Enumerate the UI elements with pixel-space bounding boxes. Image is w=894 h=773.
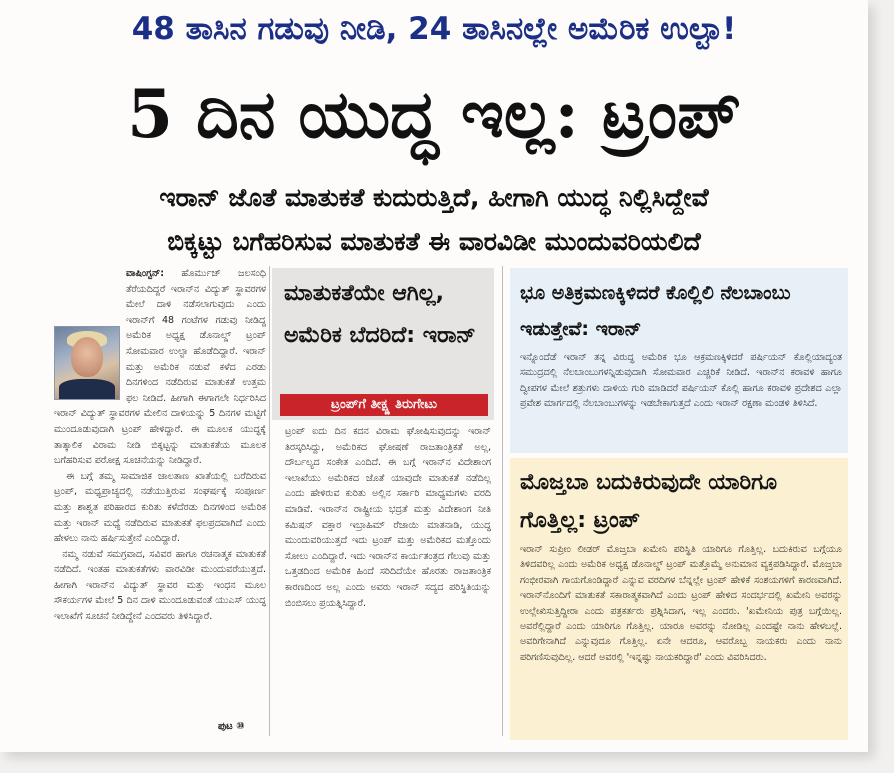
kicker-headline: 48 ತಾಸಿನ ಗಡುವು ನೀಡಿ, 24 ತಾಸಿನಲ್ಲೇ ಅಮೆರಿಕ ಉಲ್ಟಾ! [131, 11, 737, 47]
yellow-story-body: ಇರಾನ್ ಸುಪ್ರೀಂ ಲೀಡರ್ ಮೊಜ್ತಬಾ ಖಮೇನಿ ಪರಿಸ್ಥಿತಿ ಯಾರಿಗೂ ಗೊತ್ತಿಲ್ಲ. ಬದುಕಿರುವ ಬಗ್ಗೆಯೂ ತಿಳಿದವರಿಲ್ಲ ಎಂದು ಅಮೆರಿಕ ಅಧ್ಯಕ್ಷ ಡೊನಾಲ್ಡ್ ಟ್ರಂಪ್ ಮತ್ತೊಮ್ಮೆ ಅನುಮಾನ ವ್ಯಕ್ತಪಡಿಸಿದ್ದಾರೆ. ಮೊಜ್ತಬಾ ಗಂಭೀರವಾಗಿ ಗಾಯಗೊಂಡಿದ್ದಾರೆ ಎನ್ನುವ ವರದಿಗಳ ಬೆನ್ನಲ್ಲೇ ಟ್ರಂಪ್ ಹೇಳಿಕೆ ಸಂಶಯಗಳಿಗೆ ಕಾರಣವಾಗಿದೆ. ಇರಾನ್‌ನೊಂದಿಗೆ ಮಾತುಕತೆ ಸಕಾರಾತ್ಮಕವಾಗಿದೆ ಎಂದು ಟ್ರಂಪ್ ಹೇಳಿದ ಸಂದರ್ಭದಲ್ಲಿ ಖಮೇನಿ ಅವರನ್ನು ಉಲ್ಲೇಖಿಸುತ್ತಿದ್ದೀರಾ ಎಂದು ಪತ್ರಕರ್ತರು ಪ್ರಶ್ನಿಸಿದಾಗ, ಇಲ್ಲ ಎಂದರು. 'ಖಮೇನಿಯ ಪುತ್ರ ಬಗ್ಗೆಯಿಲ್ಲ. ಅವರೆಲ್ಲಿದ್ದಾರೆ ಎಂದು ಯಾರಿಗೂ ಗೊತ್ತಿಲ್ಲ. ಯಾರೂ ಅವರನ್ನು ನೋಡಿಲ್ಲ ಎಂದಷ್ಟೇ ನಾನು ಹೇಳಬಲ್ಲೆ. ಅವರಿಗೇನಾಗಿದೆ ಎನ್ನುವುದೂ ಗೊತ್ತಿಲ್ಲ. ಏನೇ ಆದರೂ, ಆವರೊಬ್ಬ ನಾಯಕರು ಎಂದು ನಾನು ಪರಿಗಣಿಸುವುದಿಲ್ಲ. ಆದರೆ ಅವರಲ್ಲಿ 'ಇನ್ನಷ್ಟು ನಾಯಕರಿದ್ದಾರೆ' ಎಂದು ವಿವರಿಸಿದರು. [520, 544, 842, 663]
column-divider-1 [269, 266, 270, 736]
center-story-tag: ಟ್ರಂಪ್‌ಗೆ ತೀಕ್ಷ್ಣ ತಿರುಗೇಟು [280, 394, 488, 416]
blue-story-body: ಇನ್ನೊಂದೆಡೆ ಇರಾನ್ ತನ್ನ ವಿರುದ್ಧ ಅಮೆರಿಕ ಭೂ ಆಕ್ರಮಣಕ್ಕಿಳಿದರೆ ಪರ್ಷಿಯನ್ ಕೊಲ್ಲಿಯಾದ್ಯಂತ ಸಮುದ್ರದಲ್ಲಿ ನೆಲಬಾಂಬುಗಳನ್ನಿಡುವುದಾಗಿ ಸೋಮವಾರ ಎಚ್ಚರಿಕೆ ನೀಡಿದೆ. ಇರಾನ್‌ನ ಕರಾವಳಿ ಹಾಗೂ ದ್ವೀಪಗಳ ಮೇಲೆ ಶತ್ರುಗಳು ದಾಳಿಯ ಗುರಿ ಮಾಡಿದರೆ ಪರ್ಷಿಯನ್ ಕೊಲ್ಲಿ ಹಾಗೂ ಕರಾವಳಿ ಪ್ರದೇಶದ ಎಲ್ಲಾ ಪ್ರವೇಶ ಮಾರ್ಗದಲ್ಲಿ ನೆಲಬಾಂಬುಗಳನ್ನು ಇಡಬೇಕಾಗುತ್ತದೆ ಎಂದು ಇರಾನ್ ರಕ್ಷಣಾ ಮಂಡಳಿ ತಿಳಿಸಿದೆ. [520, 352, 842, 410]
paragraph-1: ಹೊರ್ಮುಜ್ ಜಲಸಂಧಿ ತೆರೆಯದಿದ್ದರೆ ಇರಾನ್‌ನ ವಿದ್ಯುತ್ ಸ್ಥಾವರಗಳ ಮೇಲೆ ದಾಳಿ ನಡೆಸಲಾಗುವುದು ಎಂದು ಇರಾನ್‌ಗೆ 48 ಗಂಟೆಗಳ ಗಡುವು ನೀಡಿದ್ದ ಅಮೆರಿಕ ಅಧ್ಯಕ್ಷ ಡೊನಾಲ್ಡ್ ಟ್ರಂಪ್ ಸೋಮವಾರ ಉಲ್ಟಾ ಹೊಡೆದಿದ್ದಾರೆ. ಇರಾನ್ ಮತ್ತು ಅಮೆರಿಕ ನಡುವೆ ಕಳೆದ ಎರಡು ದಿನಗಳಿಂದ ನಡೆದಿರುವ ಮಾತುಕತೆ ಉತ್ತಮ ಫಲ ನೀಡಿದೆ. ಹೀಗಾಗಿ ಈಗಾಗಲೇ ನಿರ್ಧರಿಸಿದ ಇರಾನ್ ವಿದ್ಯುತ್ ಸ್ಥಾವರಗಳ ಮೇಲಿನ ದಾಳಿಯನ್ನು 5 ದಿನಗಳ ಮಟ್ಟಿಗೆ ಮುಂದೂಡುವುದಾಗಿ ಟ್ರಂಪ್ ಹೇಳಿದ್ದಾರೆ. ಈ ಮೂಲಕ ಯುದ್ಧಕ್ಕೆ ತಾತ್ಕಾಲಿಕ ವಿರಾಮ ನೀಡಿ ಬಿಕ್ಕಟ್ಟನ್ನು ಮಾತುಕತೆಯ ಮೂಲಕ ಬಗೆಹರಿಸುವ ಪರೋಕ್ಷ ಸೂಚನೆಯನ್ನು ನೀಡಿದ್ದಾರೆ. [54, 268, 266, 467]
dateline: ವಾಷಿಂಗ್ಟನ್: [126, 268, 165, 279]
left-column-story [54, 266, 266, 736]
subheadline-2: ಬಿಕ್ಕಟ್ಟು ಬಗೆಹರಿಸುವ ಮಾತುಕತೆ ಈ ವಾರವಿಡೀ ಮುಂದುವರಿಯಲಿದೆ [167, 227, 701, 256]
center-story-body: ಟ್ರಂಪ್ ಐದು ದಿನ ಕದನ ವಿರಾಮ ಘೋಷಿಸುವುದನ್ನು ಇರಾನ್ ತಿರಸ್ಕರಿಸಿದ್ದು, ಅಮೆರಿಕದ ಘೋಷಣೆ ರಾಜತಾಂತ್ರಿಕತೆ ಅಲ್ಲ, ದೌರ್ಬಲ್ಯದ ಸಂಕೇತ ಎಂದಿದೆ. ಈ ಬಗ್ಗೆ ಇರಾನ್‌ನ ವಿದೇಶಾಂಗ ಇಲಾಖೆಯು ಅಮೆರಿಕದ ಜೊತೆ ಯಾವುದೇ ಮಾತುಕತೆ ನಡೆದಿಲ್ಲ ಎಂದು ಹೇಳಿರುವ ಕುರಿತು ಅಲ್ಲಿನ ಸರ್ಕಾರಿ ಮಾಧ್ಯಮಗಳು ವರದಿ ಮಾಡಿವೆ. ಇರಾನ್‌ನ ರಾಷ್ಟ್ರೀಯ ಭದ್ರತೆ ಮತ್ತು ವಿದೇಶಾಂಗ ನೀತಿ ಕಮಿಷನ್ ವಕ್ತಾರ ಇಬ್ರಾಹಿಮ್ ರೆಜಾಯಿ ಮಾತನಾಡಿ, ಯುದ್ಧ ಮುಂದುವರಿಯುತ್ತದೆ ಇದು ಟ್ರಂಪ್ ಮತ್ತು ಅಮೆರಿಕದ ಮತ್ತೊಂದು ಸೋಲು ಎಂದಿದ್ದಾರೆ. ಇದು ಇರಾನ್‌ನ ಕಾರ್ಯತಂತ್ರದ ಗೆಲುವು ಮತ್ತು ಒತ್ತಡದಿಂದ ಅಮೆರಿಕ ಹಿಂದೆ ಸರಿದಿದೆಯೇ ಹೊರತು ರಾಜತಾಂತ್ರಿಕ ಕಾರಣದಿಂದ ಅಲ್ಲ ಎಂದು ಅವರು ಇರಾನ್ ಸದ್ಯದ ಪರಿಸ್ಥಿತಿಯನ್ನು ಬಿಂಬಿಸಲು ಪ್ರಯತ್ನಿಸಿದ್ದಾರೆ. [285, 426, 491, 609]
yellow-story-headline: ಮೊಜ್ತಬಾ ಬದುಕಿರುವುದೇ ಯಾರಿಗೂ ಗೊತ್ತಿಲ್ಲ: ಟ್ರಂಪ್ [520, 470, 778, 533]
main-headline: 5 ದಿನ ಯುದ್ಧ ಇಲ್ಲ: ಟ್ರಂಪ್ [127, 75, 741, 153]
paragraph-2: ಈ ಬಗ್ಗೆ ತಮ್ಮ ಸಾಮಾಜಿಕ ಜಾಲತಾಣ ಖಾತೆಯಲ್ಲಿ ಬರೆದಿರುವ ಟ್ರಂಪ್, ಮಧ್ಯಪ್ರಾಚ್ಯದಲ್ಲಿ ನಡೆಯುತ್ತಿರುವ ಸಂಘರ್ಷಕ್ಕೆ ಸಂಪೂರ್ಣ ಮತ್ತು ಶಾಶ್ವತ ಪರಿಹಾರದ ಕುರಿತು ಕಳೆದೆರಡು ದಿನಗಳಿಂದ ಅಮೆರಿಕ ಮತ್ತು ಇರಾನ್ ಮಧ್ಯೆ ನಡೆದಿರುವ ಮಾತುಕತೆ ಫಲಪ್ರದವಾಗಿದೆ ಎಂದು ಹೇಳಲು ನಾನು ಹರ್ಷಿಸುತ್ತೇನೆ ಎಂದಿದ್ದಾರೆ. [54, 470, 266, 545]
paragraph-3: ನಮ್ಮ ನಡುವೆ ಸಮಗ್ರವಾದ, ಸವಿವರ ಹಾಗೂ ರಚನಾತ್ಮಕ ಮಾತುಕತೆ ನಡೆದಿದೆ. ಇಂತಹ ಮಾತುಕತೆಗಳು ವಾರವಿಡೀ ಮುಂದುವರೆಯುತ್ತದೆ. ಹೀಗಾಗಿ ಇರಾನ್‌ನ ವಿದ್ಯುತ್ ಸ್ಥಾವರ ಮತ್ತು ಇಂಧನ ಮೂಲ ಸೌಕರ್ಯಗಳ ಮೇಲೆ 5 ದಿನ ದಾಳಿ ಮುಂದೂಡುವಂತೆ ಯುಎಸ್ ಯುದ್ಧ ಇಲಾಖೆಗೆ ಸೂಚನೆ ನೀಡಿದ್ದೇನೆ ಎಂದವರು ತಿಳಿಸಿದ್ದಾರೆ. [54, 548, 266, 623]
center-story-headline: ಮಾತುಕತೆಯೇ ಆಗಿಲ್ಲ, ಅಮೆರಿಕ ಬೆದರಿದೆ: ಇರಾನ್ [284, 281, 476, 348]
page-reference: ಪುಟ ⑩ [218, 721, 245, 732]
photo-suit [59, 379, 115, 399]
subheadline-1: ಇರಾನ್ ಜೊತೆ ಮಾತುಕತೆ ಕುದುರುತ್ತಿದೆ, ಹೀಗಾಗಿ ಯುದ್ಧ ನಿಲ್ಲಿಸಿದ್ದೇವೆ [159, 183, 709, 212]
blue-story-headline: ಭೂ ಅತಿಕ್ರಮಣಕ್ಕಿಳಿದರೆ ಕೊಲ್ಲಿಲಿ ನೆಲಬಾಂಬು ಇಡುತ್ತೇವೆ: ಇರಾನ್ [520, 282, 791, 340]
column-divider-2 [502, 266, 503, 736]
trump-photo [54, 326, 120, 400]
photo-face [71, 337, 103, 377]
